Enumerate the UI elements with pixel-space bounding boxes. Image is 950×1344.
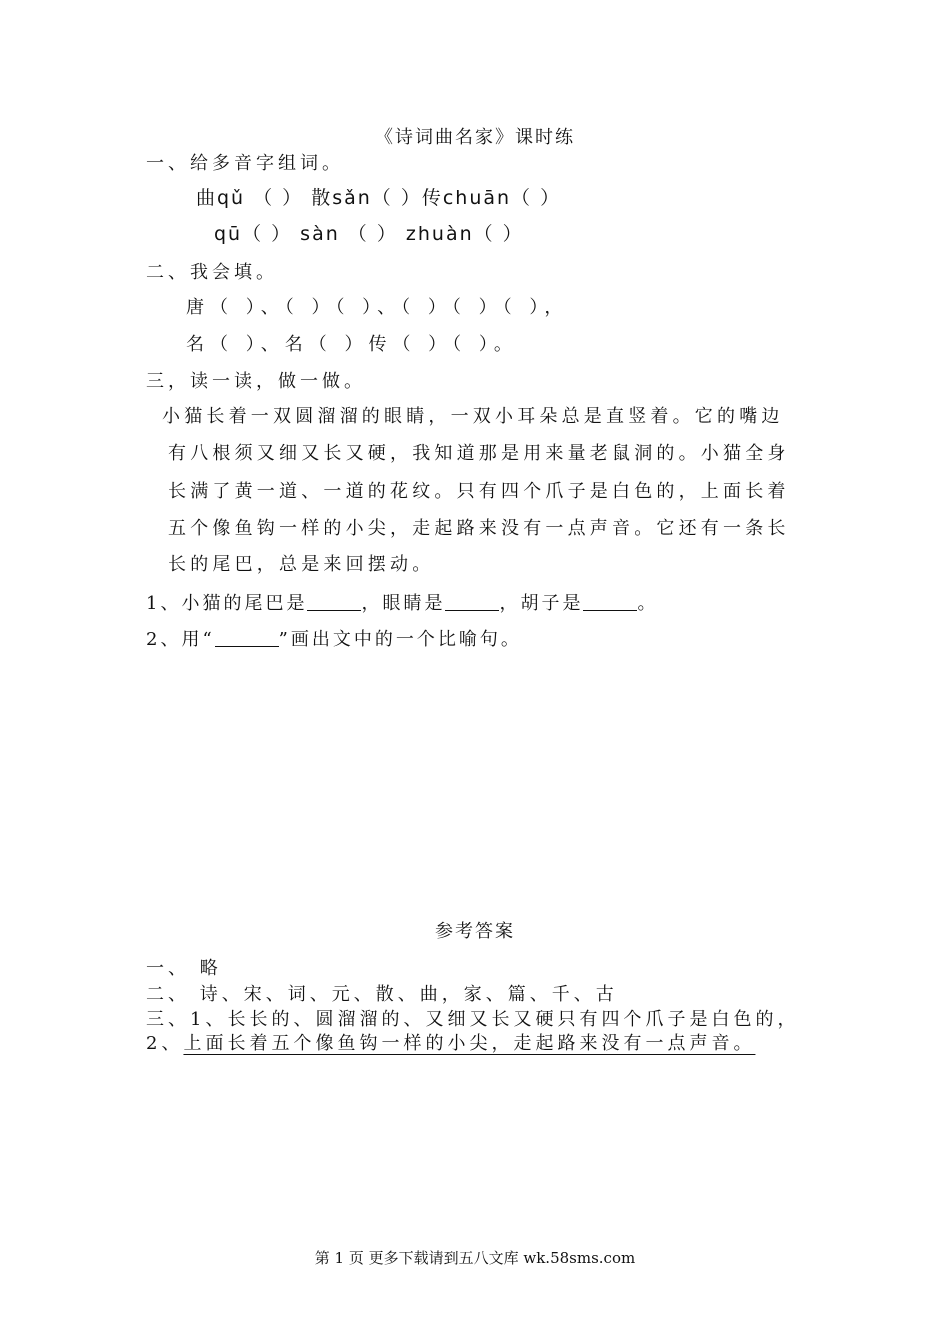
question-1-part-c: ，胡子是 bbox=[499, 593, 584, 614]
answer-4-prefix: 2、 bbox=[146, 1033, 184, 1054]
answer-4-underlined: 上面长着五个像鱼钩一样的小尖，走起路来没有一点声音。 bbox=[183, 1033, 756, 1054]
section-1-heading: 一、给多音字组词。 bbox=[146, 153, 344, 174]
answer-blank bbox=[307, 592, 361, 611]
question-1 bbox=[146, 592, 658, 616]
answers-title: 参考答案 bbox=[435, 921, 515, 942]
answer-blank bbox=[583, 592, 637, 611]
question-1-part-b: ，眼睛是 bbox=[361, 593, 446, 614]
section-3-heading: 三，读一读，做一做。 bbox=[146, 371, 366, 392]
question-2-part-b: ”画出文中的一个比喻句。 bbox=[278, 629, 522, 650]
passage-line-1: 小猫长着一双圆溜溜的眼睛，一双小耳朵总是直竖着。它的嘴边 bbox=[162, 406, 784, 427]
answer-blank bbox=[215, 628, 279, 647]
polyphone-row-2: qū（ ） sàn （ ） zhuàn（ ） bbox=[214, 223, 524, 245]
answer-2: 二、 诗、宋、词、元、散、曲，家、篇、千、古 bbox=[146, 984, 618, 1005]
question-2-part-a: 2、用“ bbox=[146, 629, 215, 650]
passage-line-3: 长满了黄一道、一道的花纹。只有四个爪子是白色的，上面长着 bbox=[168, 481, 790, 502]
question-2 bbox=[146, 628, 522, 652]
page-footer: 第 1 页 更多下载请到五八文库 wk.58sms.com bbox=[314, 1249, 636, 1267]
answer-1: 一、 略 bbox=[146, 958, 222, 979]
page-title: 《诗词曲名家》课时练 bbox=[375, 127, 575, 148]
question-1-part-a: 1、小猫的尾巴是 bbox=[146, 593, 308, 614]
fill-row-1: 唐（ ）、（ ）（ ）、（ ）（ ）（ ）， bbox=[186, 297, 569, 318]
question-1-part-d: 。 bbox=[637, 593, 659, 614]
answer-blank bbox=[445, 592, 499, 611]
answer-3: 三、1、长长的、圆溜溜的、又细又长又硬只有四个爪子是白色的， bbox=[146, 1009, 800, 1030]
section-2-heading: 二、我会填。 bbox=[146, 262, 278, 283]
polyphone-row-1: 曲qǔ （ ） 散sǎn（ ）传chuān（ ） bbox=[196, 187, 562, 209]
fill-row-2: 名（ ）、名（ ）传（ ）（ ）。 bbox=[186, 334, 518, 355]
passage-line-2: 有八根须又细又长又硬，我知道那是用来量老鼠洞的。小猫全身 bbox=[168, 443, 790, 464]
passage-line-5: 长的尾巴，总是来回摆动。 bbox=[168, 554, 435, 575]
answer-4 bbox=[146, 1032, 755, 1056]
passage-line-4: 五个像鱼钩一样的小尖，走起路来没有一点声音。它还有一条长 bbox=[168, 518, 790, 539]
